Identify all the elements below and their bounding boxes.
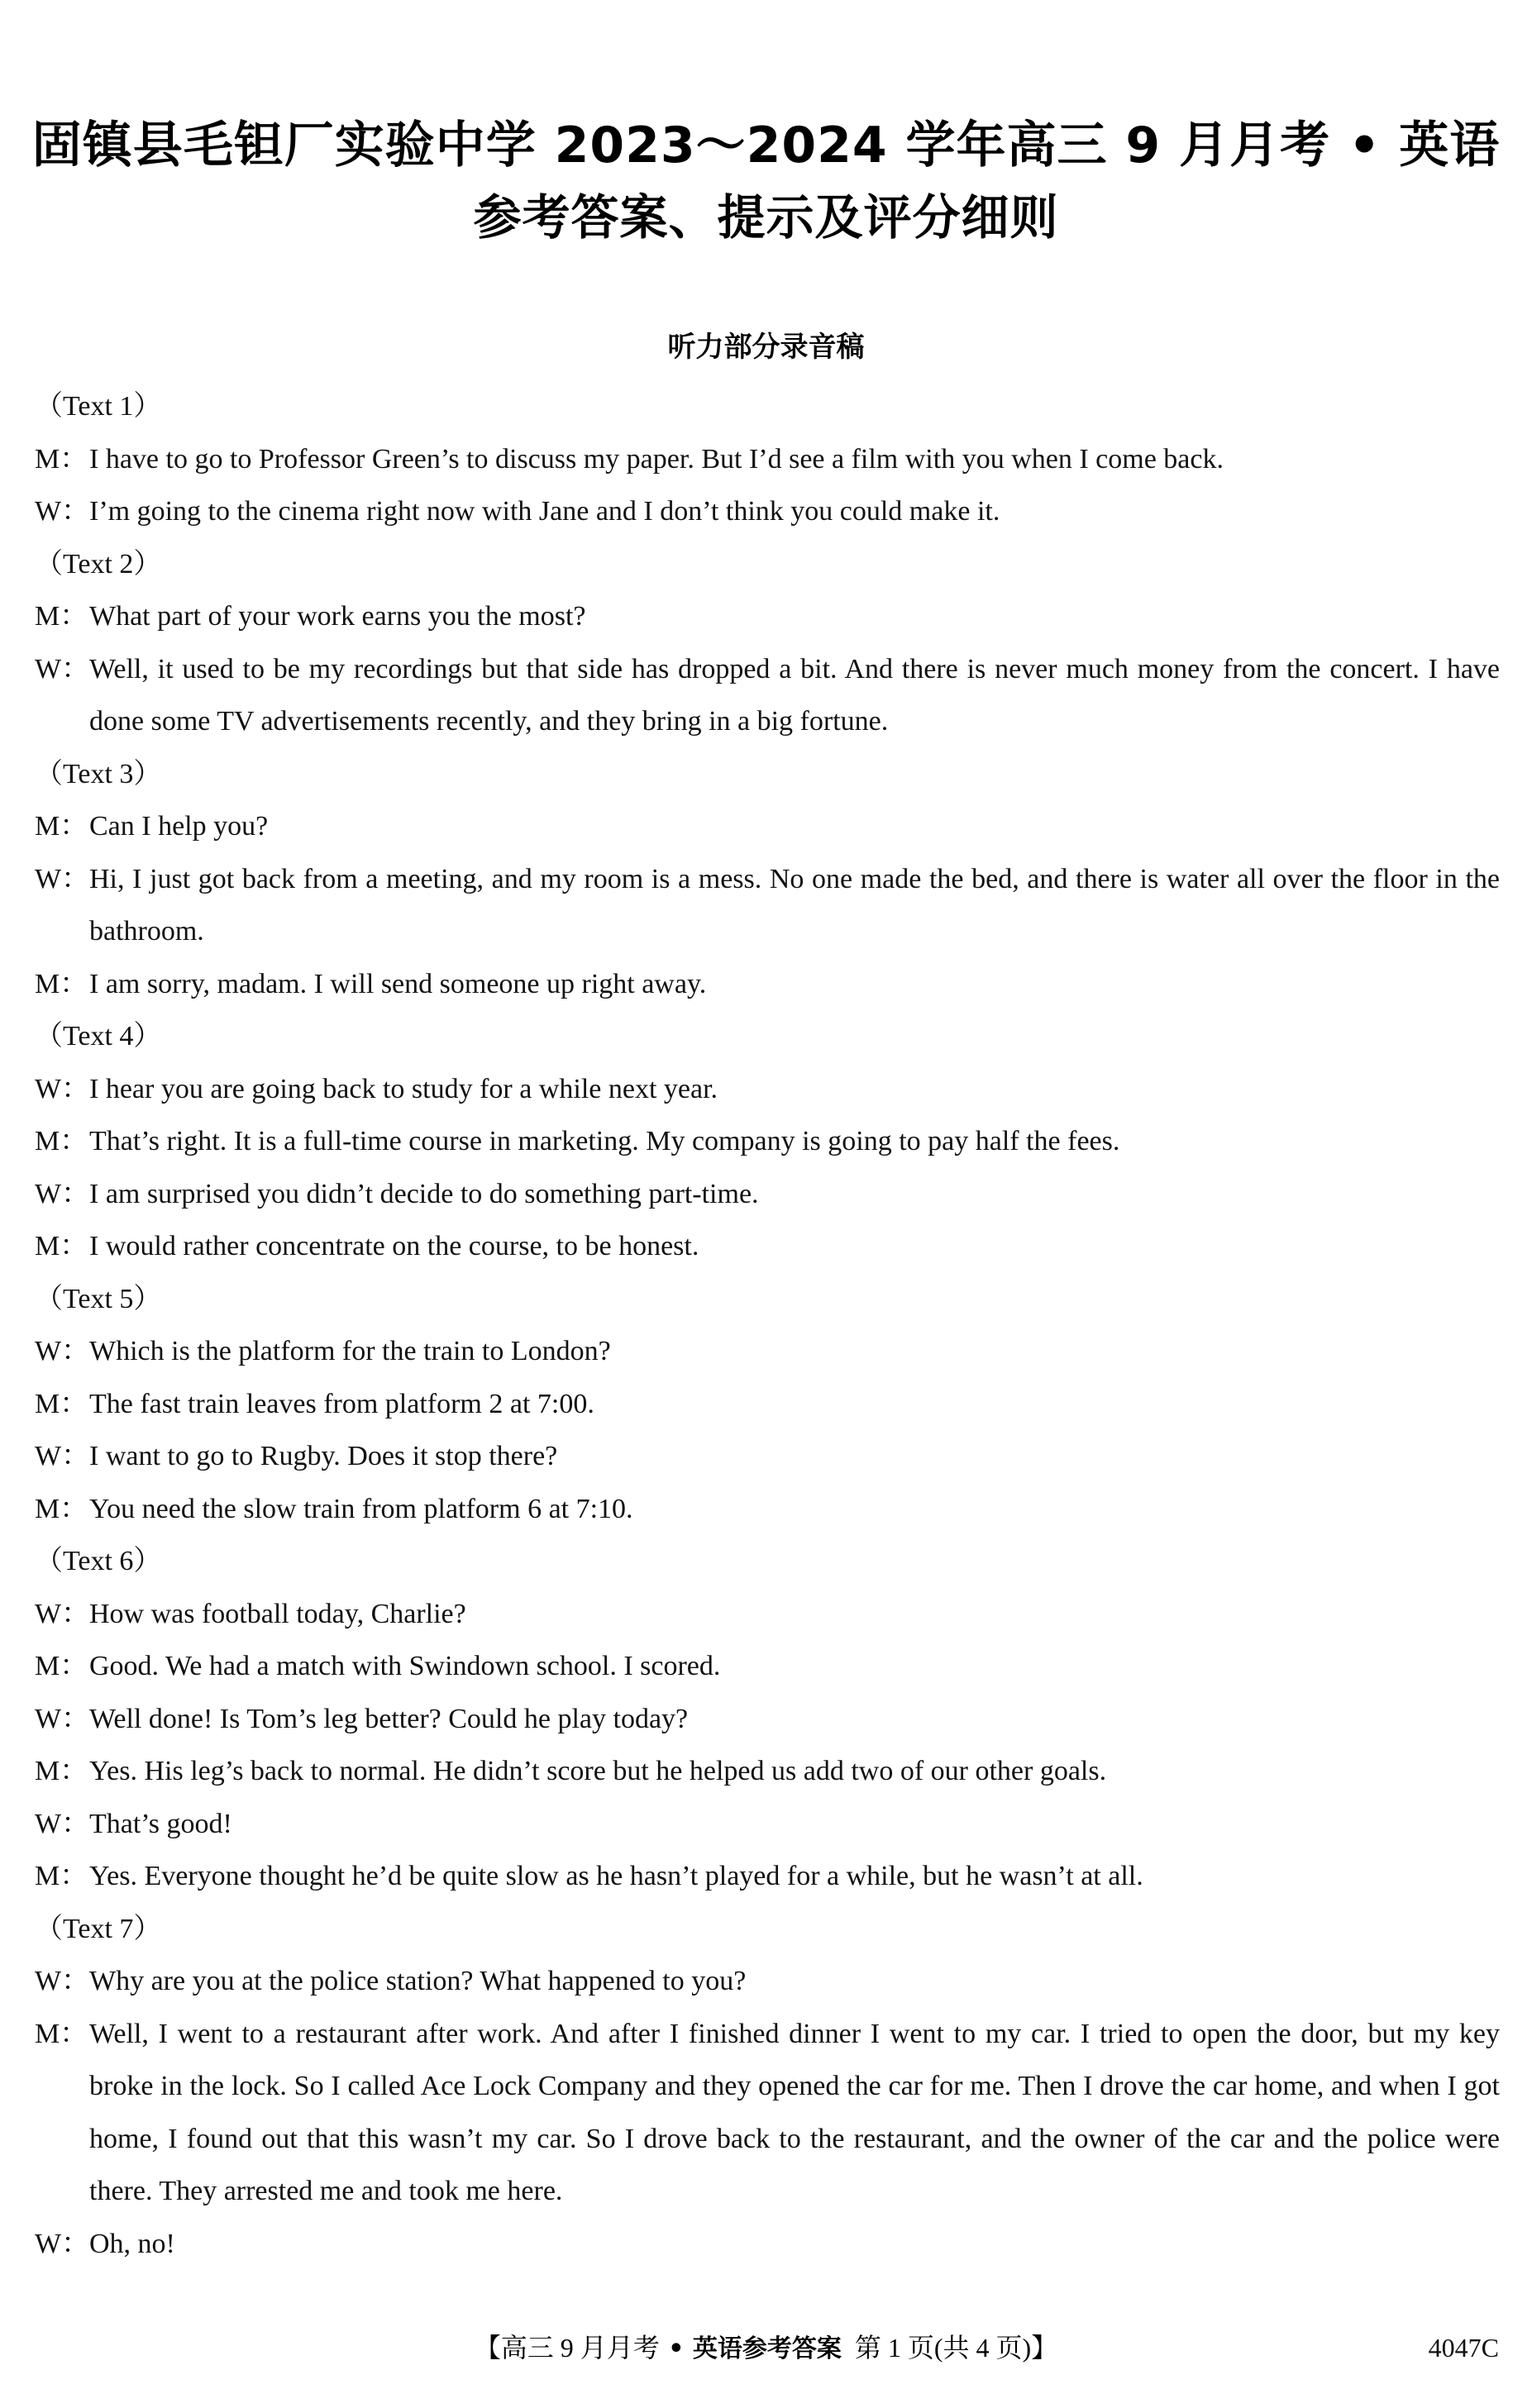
speaker-label: M： [35, 1493, 88, 1524]
dialogue-text: Can I help you? [89, 811, 269, 842]
text-label: （Text 5） [35, 1283, 162, 1314]
dialogue-line [35, 1378, 1500, 1431]
dialogue-text: I would rather concentrate on the course, to be honest. [89, 1231, 699, 1261]
speaker-label: M： [35, 443, 88, 474]
dialogue-text: Which is the platform for the train to London? [89, 1336, 611, 1366]
dialogue-line [35, 1483, 1500, 1536]
speaker-label: W： [35, 1598, 90, 1629]
dialogue-text: That’s right. It is a full-time course in marketing. My company is going to pay half the fees. [89, 1126, 1120, 1156]
speaker-label: W： [35, 1441, 90, 1471]
dialogue-line [35, 1745, 1500, 1798]
document-title: 固镇县毛钽厂实验中学 2023～2024 学年高三 9 月月考 • 英语 [31, 117, 1501, 174]
text-label: （Text 1） [35, 391, 162, 422]
dialogue-text: Good. We had a match with Swindown school. I scored. [89, 1651, 721, 1681]
dialogue-line [35, 1588, 1500, 1641]
text-label: （Text 3） [35, 758, 162, 789]
dialogue-text: I have to go to Professor Green’s to discuss my paper. But I’d see a film with you when I come back. [89, 443, 1224, 474]
dialogue-line [35, 1063, 1500, 1116]
page-footer [0, 2329, 1532, 2367]
speaker-label: M： [35, 601, 88, 632]
speaker-label: W： [35, 1073, 90, 1104]
speaker-label: M： [35, 1861, 88, 1891]
dialogue-text: That’s good! [89, 1808, 232, 1839]
dialogue-line [35, 1115, 1500, 1168]
text-label: （Text 7） [35, 1913, 162, 1944]
dialogue-text: Well, it used to be my recordings but that side has dropped a bit. And there is never much money from the concert. I have done some TV advertisements recently, and they bring in a big fortune. [89, 653, 1500, 737]
dialogue-line [35, 1640, 1500, 1693]
text-label: （Text 2） [35, 548, 162, 579]
section-heading: 听力部分录音稿 [667, 331, 865, 364]
dialogue-text: How was football today, Charlie? [89, 1598, 466, 1629]
dialogue-line [35, 1798, 1500, 1851]
dialogue-text: Oh, no! [89, 2228, 175, 2259]
dialogue-text: Yes. Everyone thought he’d be quite slow as he hasn’t played for a while, but he wasn’t at all. [89, 1861, 1143, 1891]
dialogue-text: I am surprised you didn’t decide to do something part-time. [89, 1178, 759, 1209]
dialogue-text: I am sorry, madam. I will send someone up right away. [89, 968, 707, 999]
dialogue-text: You need the slow train from platform 6 at 7:10. [89, 1493, 633, 1524]
speaker-label: W： [35, 1336, 90, 1366]
speaker-label: W： [35, 1703, 90, 1734]
dialogue-line [35, 1693, 1500, 1746]
speaker-label: M： [35, 811, 88, 842]
dialogue-text: I hear you are going back to study for a while next year. [89, 1073, 718, 1104]
dialogue-line [35, 643, 1500, 748]
dialogue-line [35, 958, 1500, 1011]
dialogue-text: What part of your work earns you the most? [89, 601, 586, 632]
text-label: （Text 4） [35, 1021, 162, 1051]
dialogue-line [35, 1430, 1500, 1483]
footer-document-code: 4047C [1428, 2333, 1499, 2363]
dialogue-text: Why are you at the police station? What happened to you? [89, 1966, 747, 1996]
text-label: （Text 6） [35, 1546, 162, 1576]
dialogue-line [35, 1955, 1500, 2008]
dialogue-text: I’m going to the cinema right now with Jane and I don’t think you could make it. [89, 496, 1000, 527]
dialogue-text: The fast train leaves from platform 2 at 7:00. [89, 1388, 594, 1419]
dialogue-line [35, 1168, 1500, 1221]
dialogue-text: Well done! Is Tom’s leg better? Could he play today? [89, 1703, 689, 1734]
footer-bracket-close: 】 [1031, 2333, 1058, 2363]
speaker-label: W： [35, 1178, 90, 1209]
dialogue-text: Well, I went to a restaurant after work. And after I finished dinner I went to my car. I tried to open the door, but my key broke in the lock. So I called Ace Lock Company and they opened the car for me. Then I drove the car home, and when I got home, I found out that this wasn’t my car. So I drove back to the restaurant, and the owner of the car and the police were there. They arrested me and took me here. [89, 2018, 1500, 2206]
dialogue-line [35, 800, 1500, 853]
speaker-label: M： [35, 1756, 88, 1786]
speaker-label: M： [35, 1126, 88, 1156]
dialogue-text: I want to go to Rugby. Does it stop there? [89, 1441, 558, 1471]
speaker-label: M： [35, 2018, 88, 2049]
footer-exam-label: 高三 9 月月考 [500, 2333, 660, 2363]
dialogue-line [35, 433, 1500, 486]
dialogue-line [35, 1850, 1500, 1903]
document-subtitle: 参考答案、提示及评分细则 [473, 189, 1059, 246]
dialogue-line [35, 2008, 1500, 2218]
footer-page-label: 第 1 页(共 4 页) [854, 2333, 1032, 2363]
speaker-label: M： [35, 1651, 88, 1681]
speaker-label: W： [35, 2228, 90, 2259]
speaker-label: W： [35, 1808, 90, 1839]
dialogue-line [35, 853, 1500, 958]
dialogue-line [35, 2218, 1500, 2271]
dialogue-text: Yes. His leg’s back to normal. He didn’t score but he helped us add two of our other goals. [89, 1756, 1107, 1786]
transcript [35, 380, 1500, 2270]
dialogue-line [35, 485, 1500, 538]
footer-subject-label: 英语参考答案 [692, 2334, 842, 2363]
footer-bracket-open: 【 [474, 2333, 501, 2363]
dialogue-line [35, 590, 1500, 643]
dialogue-line [35, 1220, 1500, 1273]
speaker-label: M： [35, 1231, 88, 1261]
dialogue-text: Hi, I just got back from a meeting, and my room is a mess. No one made the bed, and there is water all over the floor in the bathroom. [89, 863, 1500, 947]
footer-dot: • [659, 2334, 693, 2363]
speaker-label: W： [35, 496, 90, 527]
speaker-label: W： [35, 1966, 90, 1996]
speaker-label: W： [35, 653, 90, 684]
speaker-label: M： [35, 1388, 88, 1419]
speaker-label: M： [35, 968, 88, 999]
dialogue-line [35, 1325, 1500, 1378]
speaker-label: W： [35, 863, 90, 894]
